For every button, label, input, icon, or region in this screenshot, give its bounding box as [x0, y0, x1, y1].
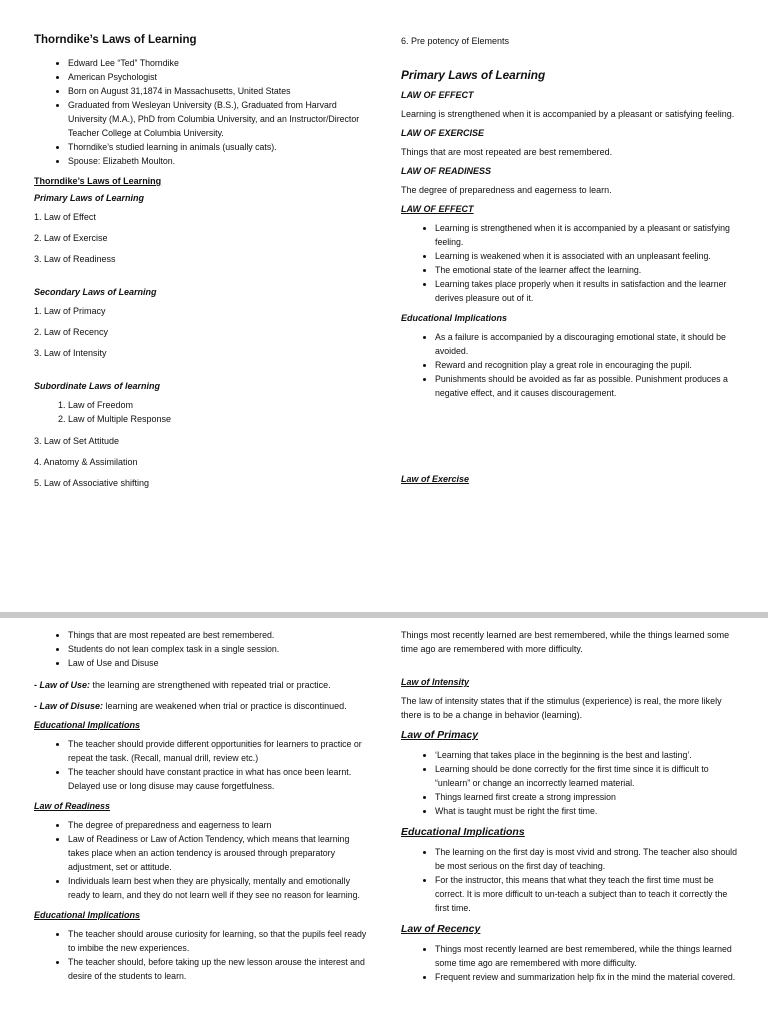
bio-item: • American Psychologist — [68, 70, 368, 84]
law-of-disuse-paragraph: - Law of Disuse: learning are weakened when trial or practice is discontinued. — [34, 701, 347, 711]
page1-left-column — [34, 0, 368, 497]
law-of-effect-bullets — [401, 221, 741, 305]
list-item: • Individuals learn best when they are physically, mentally and emotionally ready to learn, and they do not learn well if they see no reason for learning. — [68, 874, 368, 902]
list-item: • Learning takes place properly when it results in satisfaction and the learner derives pleasure out of it. — [435, 277, 741, 305]
educational-implications-list — [34, 737, 368, 793]
exercise-bullets — [34, 628, 368, 670]
primary-law-item: 1. Law of Effect — [34, 212, 96, 222]
law-of-effect-text: Learning is strengthened when it is accompanied by a pleasant or satisfying feeling. — [401, 109, 735, 119]
primary-laws-heading: Primary Laws of Learning — [34, 193, 145, 203]
subordinate-laws-heading: Subordinate Laws of learning — [34, 381, 161, 391]
law-of-recency-text: Things most recently learned are best remembered, while the things learned some time ago are remembered with more difficulty. — [401, 630, 730, 654]
law-of-recency-list — [401, 942, 741, 984]
law-of-recency-heading: Law of Recency — [401, 923, 481, 935]
subordinate-law-item: 4. Anatomy & Assimilation — [34, 457, 138, 467]
bio-list — [34, 56, 368, 168]
educational-implications-list — [401, 330, 741, 400]
list-item: • Students do not lean complex task in a single session. — [68, 642, 368, 656]
list-item: • Learning should be done correctly for the first time since it is difficult to “unlearn” or change an incorrectly learned material. — [435, 762, 741, 790]
bio-item: • Edward Lee “Ted” Thorndike — [68, 56, 368, 70]
law-of-readiness-heading: Law of Readiness — [34, 801, 111, 811]
list-item: • The teacher should have constant practice in what has once been learnt. Delayed use or long disuse may cause forgetfulness. — [68, 765, 368, 793]
list-item: • The teacher should, before taking up the new lesson arouse the interest and desire of the students to learn. — [68, 955, 368, 983]
law-of-primacy-heading: Law of Primacy — [401, 729, 479, 741]
page2-left-column — [34, 618, 368, 991]
page1-right-column — [401, 0, 741, 491]
law-of-effect-heading: LAW OF EFFECT — [401, 90, 474, 100]
law-of-readiness-text: The degree of preparedness and eagerness to learn. — [401, 185, 612, 195]
list-item: • Things learned first create a strong impression — [435, 790, 741, 804]
law-of-readiness-list — [34, 818, 368, 902]
bio-item: • Graduated from Wesleyan University (B.S.), Graduated from Harvard University (M.A.), PhD from Columbia University, and an Instructor/Director Teacher College at Columbia University. — [68, 98, 368, 140]
list-item: • ‘Learning that takes place in the beginning is the best and lasting’. — [435, 748, 741, 762]
list-item: • What is taught must be right the first time. — [435, 804, 741, 818]
law-of-exercise-heading: LAW OF EXERCISE — [401, 128, 485, 138]
law-of-effect-detail-heading: LAW OF EFFECT — [401, 204, 474, 214]
list-item: • Things most recently learned are best remembered, while the things learned some time ago are remembered with more difficulty. — [435, 942, 741, 970]
educational-implications-list — [34, 927, 368, 983]
subordinate-law-item: 2. Law of Multiple Response — [68, 412, 368, 426]
list-item: • Things that are most repeated are best remembered. — [68, 628, 368, 642]
bio-item: • Born on August 31,1874 in Massachusetts, United States — [68, 84, 368, 98]
list-item: • The teacher should provide different opportunities for learners to practice or repeat the task. (Recall, manual drill, review etc.) — [68, 737, 368, 765]
list-item: • Frequent review and summarization help fix in the mind the material covered. — [435, 970, 741, 984]
law-of-intensity-heading: Law of Intensity — [401, 677, 470, 687]
subordinate-list — [34, 398, 368, 426]
pre-potency-item: 6. Pre potency of Elements — [401, 36, 510, 46]
bio-item: • Spouse: Elizabeth Moulton. — [68, 154, 368, 168]
secondary-laws-heading: Secondary Laws of Learning — [34, 287, 157, 297]
document-page-2 — [0, 618, 768, 1024]
laws-heading: Thorndike’s Laws of Learning — [34, 176, 162, 186]
law-of-primacy-list — [401, 748, 741, 818]
list-item: • The emotional state of the learner affect the learning. — [435, 263, 741, 277]
list-item: • Law of Use and Disuse — [68, 656, 368, 670]
secondary-law-item: 3. Law of Intensity — [34, 348, 107, 358]
educational-implications-list — [401, 845, 741, 915]
primary-laws-title: Primary Laws of Learning — [401, 68, 546, 82]
educational-implications-heading: Educational Implications — [34, 720, 141, 730]
secondary-law-item: 2. Law of Recency — [34, 327, 109, 337]
secondary-law-item: 1. Law of Primacy — [34, 306, 106, 316]
educational-implications-heading: Educational Implications — [401, 826, 525, 838]
law-of-use-paragraph: - Law of Use: the learning are strengthened with repeated trial or practice. — [34, 680, 331, 690]
list-item: • For the instructor, this means that what they teach the first time must be correct. It is more difficult to un-teach a subject than to teach it correctly the first time. — [435, 873, 741, 915]
law-of-readiness-heading: LAW OF READINESS — [401, 166, 492, 176]
law-of-intensity-text: The law of intensity states that if the stimulus (experience) is real, the more likely there is to be a change in behavior (learning). — [401, 696, 722, 720]
list-item: • Learning is weakened when it is associated with an unpleasant feeling. — [435, 249, 741, 263]
educational-implications-heading: Educational Implications — [34, 910, 141, 920]
list-item: • Law of Readiness or Law of Action Tendency, which means that learning takes place when an action tendency is aroused through preparatory adjustment, set or attitude. — [68, 832, 368, 874]
primary-law-item: 2. Law of Exercise — [34, 233, 108, 243]
document-title: Thorndike’s Laws of Learning — [34, 34, 197, 46]
list-item: • The teacher should arouse curiosity for learning, so that the pupils feel ready to imbibe the new experiences. — [68, 927, 368, 955]
page2-right-column — [401, 618, 741, 992]
list-item: • The degree of preparedness and eagerness to learn — [68, 818, 368, 832]
list-item: • As a failure is accompanied by a discouraging emotional state, it should be avoided. — [435, 330, 741, 358]
law-of-exercise-section-heading: Law of Exercise — [401, 474, 470, 484]
list-item: • Reward and recognition play a great role in encouraging the pupil. — [435, 358, 741, 372]
primary-law-item: 3. Law of Readiness — [34, 254, 116, 264]
subordinate-law-item: 1. Law of Freedom — [68, 398, 368, 412]
educational-implications-heading: Educational Implications — [401, 313, 508, 323]
list-item: • Learning is strengthened when it is accompanied by a pleasant or satisfying feeling. — [435, 221, 741, 249]
law-of-exercise-text: Things that are most repeated are best remembered. — [401, 147, 613, 157]
bio-item: • Thorndike’s studied learning in animals (usually cats). — [68, 140, 368, 154]
list-item: • The learning on the first day is most vivid and strong. The teacher also should be most serious on the first day of teaching. — [435, 845, 741, 873]
list-item: • Punishments should be avoided as far as possible. Punishment produces a negative effect, and it causes discouragement. — [435, 372, 741, 400]
subordinate-law-item: 5. Law of Associative shifting — [34, 478, 150, 488]
subordinate-law-item: 3. Law of Set Attitude — [34, 436, 120, 446]
